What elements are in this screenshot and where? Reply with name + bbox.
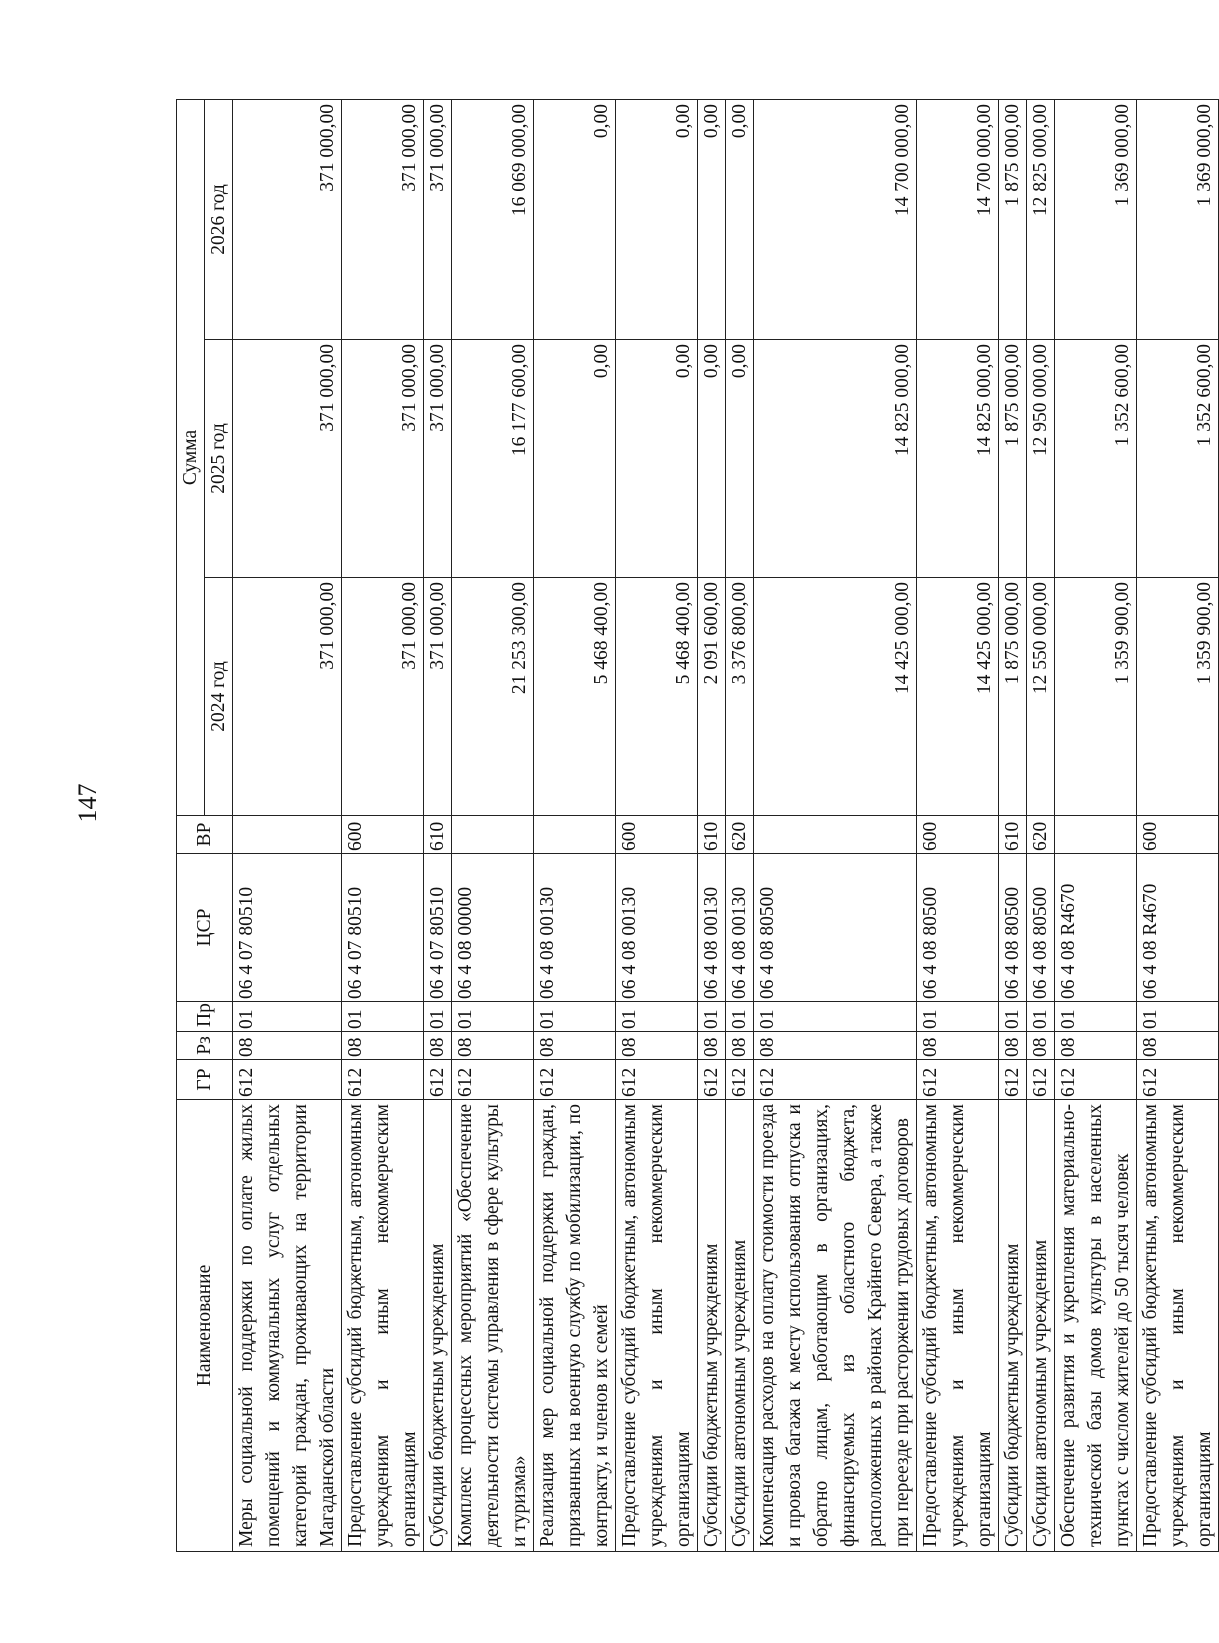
header-gr: ГР [177,1060,233,1100]
cell-csr: 06 4 07 80510 [424,854,452,1002]
cell-2024: 21 253 300,00 [452,578,534,816]
cell-name: Субсидии автономным учреждениям [1027,1100,1055,1552]
cell-name: Меры социальной поддержки по оплате жилых помещений и коммунальных услуг отдельных категорий граждан, проживающих на территории Магаданской области [233,1100,342,1552]
cell-gr: 612 [698,1060,726,1100]
cell-name: Предоставление субсидий бюджетным, автономным учреждениям и иным некоммерческим организациям [342,1100,424,1552]
table-row [1027,100,1055,1552]
cell-vr: 600 [342,816,424,854]
cell-csr: 06 4 08 80500 [999,854,1027,1002]
cell-name: Предоставление субсидий бюджетным, автономным учреждениям и иным некоммерческим организациям [1137,1100,1219,1552]
cell-pr: 01 [726,1002,754,1032]
cell-vr [1055,816,1137,854]
cell-rz: 08 [698,1032,726,1060]
cell-rz: 08 [616,1032,698,1060]
header-2026: 2026 год [205,100,233,340]
cell-2024: 5 468 400,00 [616,578,698,816]
cell-2026: 12 825 000,00 [1027,100,1055,340]
cell-pr: 01 [999,1002,1027,1032]
cell-pr: 01 [342,1002,424,1032]
cell-2024: 1 359 900,00 [1055,578,1137,816]
cell-2026: 371 000,00 [424,100,452,340]
cell-csr: 06 4 08 80500 [1027,854,1055,1002]
header-2025: 2025 год [205,340,233,578]
cell-csr: 06 4 08 00130 [534,854,616,1002]
cell-2025: 371 000,00 [233,340,342,578]
header-csr: ЦСР [177,854,233,1002]
cell-2026: 1 369 000,00 [1055,100,1137,340]
cell-2024: 1 875 000,00 [999,578,1027,816]
table-row [917,100,999,1552]
cell-2025: 0,00 [726,340,754,578]
header-rz: Рз [177,1032,233,1060]
cell-name: Обеспечение развития и укрепления материально-технической базы домов культуры в населенных пунктах с числом жителей до 50 тысяч человек [1055,1100,1137,1552]
rotated-table-area [176,100,1215,1552]
cell-2025: 371 000,00 [342,340,424,578]
cell-2024: 5 468 400,00 [534,578,616,816]
cell-csr: 06 4 08 80500 [917,854,999,1002]
cell-2026: 14 700 000,00 [917,100,999,340]
cell-rz: 08 [726,1032,754,1060]
cell-vr: 620 [1027,816,1055,854]
cell-gr: 612 [1055,1060,1137,1100]
cell-csr: 06 4 08 00130 [616,854,698,1002]
cell-pr: 01 [452,1002,534,1032]
cell-name: Субсидии бюджетным учреждениям [698,1100,726,1552]
table-row [616,100,698,1552]
cell-rz: 08 [1055,1032,1137,1060]
cell-gr: 612 [616,1060,698,1100]
cell-pr: 01 [698,1002,726,1032]
cell-gr: 612 [233,1060,342,1100]
cell-pr: 01 [1055,1002,1137,1032]
cell-2025: 0,00 [698,340,726,578]
cell-rz: 08 [999,1032,1027,1060]
cell-name: Предоставление субсидий бюджетным, автономным учреждениям и иным некоммерческим организациям [917,1100,999,1552]
cell-csr: 06 4 08 80500 [754,854,917,1002]
cell-vr [233,816,342,854]
cell-2024: 371 000,00 [424,578,452,816]
cell-2025: 0,00 [534,340,616,578]
cell-pr: 01 [424,1002,452,1032]
cell-2024: 371 000,00 [342,578,424,816]
cell-2025: 1 875 000,00 [999,340,1027,578]
header-vr: ВР [177,816,233,854]
table-header [177,100,233,1552]
rotated-table-inner [176,100,1215,1552]
cell-2025: 1 352 600,00 [1055,340,1137,578]
cell-pr: 01 [534,1002,616,1032]
page-number: 147 [73,783,102,823]
cell-csr: 06 4 08 00000 [452,854,534,1002]
cell-2026: 371 000,00 [342,100,424,340]
cell-gr: 612 [1027,1060,1055,1100]
cell-rz: 08 [452,1032,534,1060]
cell-name: Реализация мер социальной поддержки граждан, призванных на военную службу по мобилизации, по контракту, и членов их семей [534,1100,616,1552]
cell-rz: 08 [534,1032,616,1060]
cell-vr: 610 [698,816,726,854]
cell-2025: 371 000,00 [424,340,452,578]
cell-gr: 612 [917,1060,999,1100]
cell-vr: 610 [999,816,1027,854]
table-row [726,100,754,1552]
cell-rz: 08 [1137,1032,1219,1060]
cell-rz: 08 [424,1032,452,1060]
cell-2024: 14 425 000,00 [754,578,917,816]
cell-vr: 600 [1137,816,1219,854]
cell-vr: 600 [616,816,698,854]
cell-2026: 0,00 [616,100,698,340]
cell-name: Предоставление субсидий бюджетным, автономным учреждениям и иным некоммерческим организациям [616,1100,698,1552]
cell-2024: 14 425 000,00 [917,578,999,816]
cell-name: Субсидии бюджетным учреждениям [999,1100,1027,1552]
cell-name: Компенсация расходов на оплату стоимости проезда и провоза багажа к месту использования отпуска и обратно лицам, работающим в организациях, финансируемых из областного бюджета, расположенных в районах Крайнего Севера, а также при переезде при расторжении трудовых договоров [754,1100,917,1552]
cell-rz: 08 [1027,1032,1055,1060]
header-name: Наименование [177,1100,233,1552]
cell-csr: 06 4 08 00130 [726,854,754,1002]
cell-2026: 0,00 [726,100,754,340]
cell-2025: 14 825 000,00 [754,340,917,578]
cell-csr: 06 4 08 00130 [698,854,726,1002]
table-row [342,100,424,1552]
cell-vr [754,816,917,854]
cell-rz: 08 [754,1032,917,1060]
table-row [999,100,1027,1552]
table-row [233,100,342,1552]
cell-pr: 01 [917,1002,999,1032]
cell-2025: 0,00 [616,340,698,578]
table-row [424,100,452,1552]
cell-vr: 600 [917,816,999,854]
cell-csr: 06 4 07 80510 [342,854,424,1002]
cell-csr: 06 4 07 80510 [233,854,342,1002]
header-sum: Сумма [177,100,205,816]
cell-pr: 01 [616,1002,698,1032]
table-row [754,100,917,1552]
cell-2026: 14 700 000,00 [754,100,917,340]
cell-name: Комплекс процессных мероприятий «Обеспечение деятельности системы управления в сфере культуры и туризма» [452,1100,534,1552]
cell-rz: 08 [342,1032,424,1060]
header-2024: 2024 год [205,578,233,816]
cell-2026: 0,00 [534,100,616,340]
cell-2025: 14 825 000,00 [917,340,999,578]
cell-2026: 16 069 000,00 [452,100,534,340]
cell-gr: 612 [342,1060,424,1100]
cell-pr: 01 [1137,1002,1219,1032]
cell-2025: 1 352 600,00 [1137,340,1219,578]
cell-gr: 612 [534,1060,616,1100]
table-row [1137,100,1219,1552]
cell-gr: 612 [1137,1060,1219,1100]
budget-table [176,99,1219,1552]
cell-csr: 06 4 08 R4670 [1055,854,1137,1002]
cell-2024: 371 000,00 [233,578,342,816]
header-pr: Пр [177,1002,233,1032]
cell-pr: 01 [1027,1002,1055,1032]
cell-2024: 3 376 800,00 [726,578,754,816]
cell-2024: 12 550 000,00 [1027,578,1055,816]
table-row [698,100,726,1552]
cell-vr [452,816,534,854]
table-body [233,100,1219,1552]
cell-gr: 612 [754,1060,917,1100]
cell-pr: 01 [754,1002,917,1032]
cell-rz: 08 [917,1032,999,1060]
cell-2026: 371 000,00 [233,100,342,340]
cell-2026: 1 369 000,00 [1137,100,1219,340]
cell-gr: 612 [424,1060,452,1100]
table-row [534,100,616,1552]
cell-2026: 0,00 [698,100,726,340]
cell-gr: 612 [452,1060,534,1100]
cell-rz: 08 [233,1032,342,1060]
cell-vr [534,816,616,854]
cell-vr: 610 [424,816,452,854]
table-row [452,100,534,1552]
cell-2026: 1 875 000,00 [999,100,1027,340]
cell-2025: 12 950 000,00 [1027,340,1055,578]
cell-2025: 16 177 600,00 [452,340,534,578]
cell-gr: 612 [999,1060,1027,1100]
cell-gr: 612 [726,1060,754,1100]
cell-2024: 1 359 900,00 [1137,578,1219,816]
cell-name: Субсидии автономным учреждениям [726,1100,754,1552]
cell-vr: 620 [726,816,754,854]
cell-csr: 06 4 08 R4670 [1137,854,1219,1002]
cell-name: Субсидии бюджетным учреждениям [424,1100,452,1552]
cell-pr: 01 [233,1002,342,1032]
cell-2024: 2 091 600,00 [698,578,726,816]
table-row [1055,100,1137,1552]
